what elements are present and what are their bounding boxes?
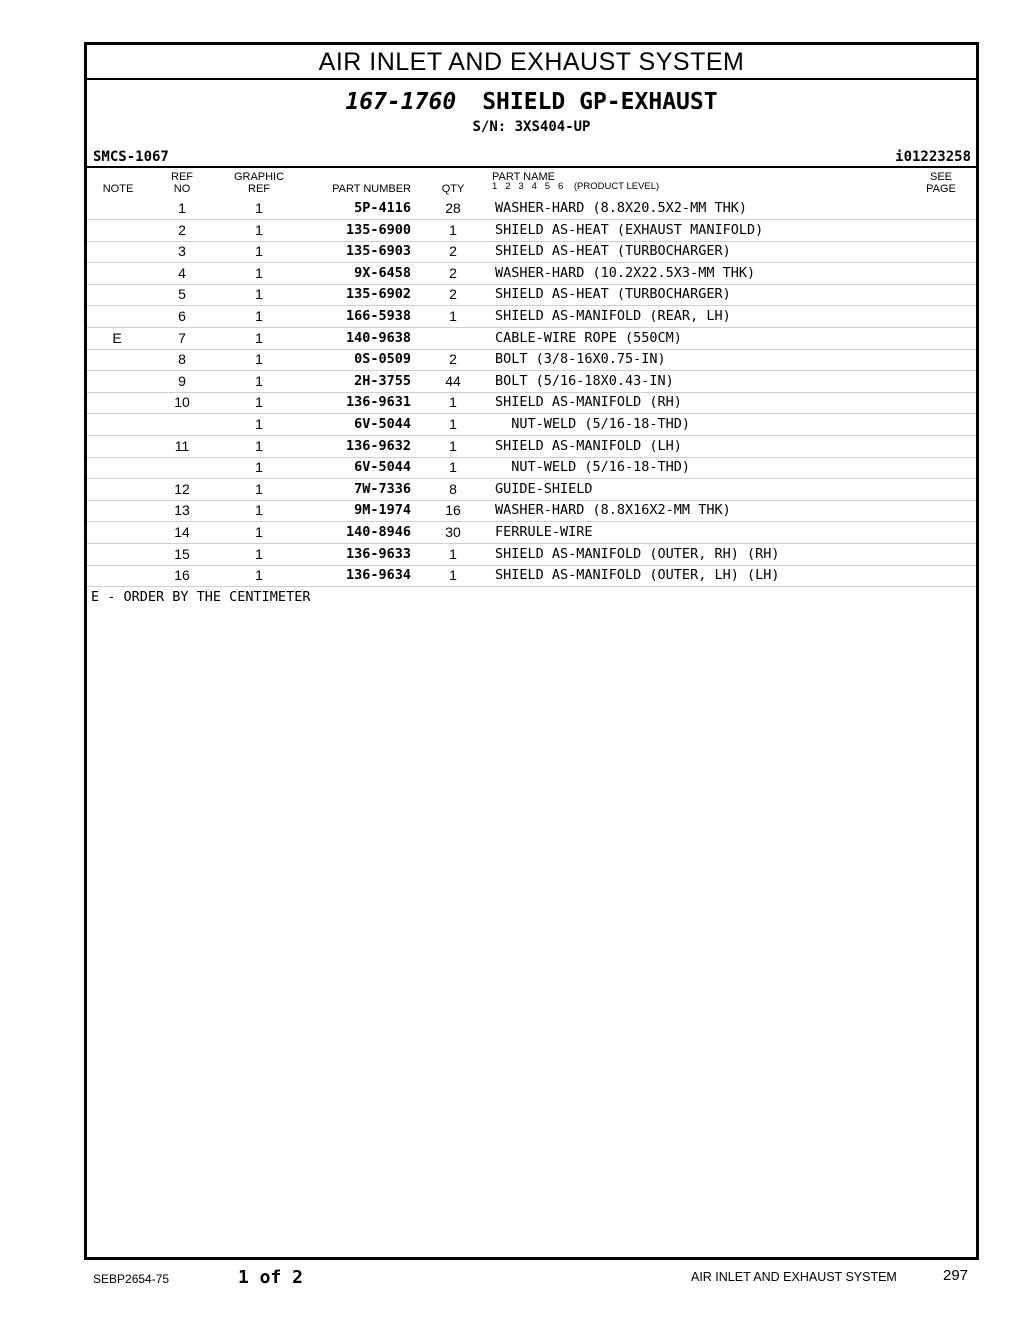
ref-no-cell: 12 [174, 480, 190, 497]
footer-page-of: 1 of 2 [238, 1267, 304, 1288]
graphic-ref-cell: 1 [255, 416, 263, 432]
footer-page-number: 297 [943, 1267, 969, 1284]
part-number-cell: 136-9633 [345, 545, 411, 562]
note-cell: E [112, 329, 122, 346]
footnote: E - ORDER BY THE CENTIMETER [91, 588, 311, 605]
part-name-cell: SHIELD AS-MANIFOLD (LH) [495, 437, 682, 454]
parts-page-frame [84, 42, 979, 1260]
group-heading [87, 89, 976, 119]
col-see-bottom: PAGE [926, 183, 956, 195]
part-name-cell: SHIELD AS-HEAT (TURBOCHARGER) [495, 243, 731, 260]
table-row [87, 457, 976, 479]
part-number-cell: 135-6900 [345, 221, 411, 238]
qty-cell: 1 [449, 545, 457, 562]
table-row [87, 371, 976, 393]
part-name-cell: NUT-WELD (5/16-18-THD) [495, 459, 691, 476]
table-row [87, 328, 976, 350]
qty-cell: 2 [449, 351, 457, 368]
ref-no-cell: 9 [178, 372, 186, 389]
part-name-cell: BOLT (5/16-18X0.43-IN) [495, 372, 674, 389]
graphic-ref-cell: 1 [255, 459, 263, 476]
ref-no-cell: 7 [178, 329, 186, 346]
table-row [87, 522, 976, 544]
part-name-cell: CABLE-WIRE ROPE (550CM) [495, 329, 682, 346]
col-product-level: 1 2 3 4 5 6 (PRODUCT LEVEL) [492, 181, 660, 192]
qty-cell: 1 [449, 221, 457, 238]
table-row [87, 306, 976, 328]
col-see-top: SEE [929, 171, 952, 183]
part-name-cell: FERRULE-WIRE [495, 524, 593, 540]
qty-cell: 8 [449, 480, 457, 497]
graphic-ref-cell: 1 [255, 200, 263, 216]
part-number-cell: 136-9631 [345, 394, 411, 411]
part-name-cell: WASHER-HARD (8.8X20.5X2-MM THK) [495, 200, 747, 216]
col-ref-bottom: NO [173, 183, 191, 195]
part-number-cell: 5P-4116 [354, 200, 411, 216]
col-part-number: PART NUMBER [332, 183, 411, 195]
part-name-cell: BOLT (3/8-16X0.75-IN) [495, 351, 666, 368]
part-number-cell: 166-5938 [345, 308, 411, 324]
serial-number-range: S/N: 3XS404-UP [472, 119, 591, 135]
part-name-cell: NUT-WELD (5/16-18-THD) [495, 416, 691, 432]
graphic-ref-cell: 1 [255, 502, 263, 519]
table-row [87, 220, 976, 242]
header-divider [87, 166, 976, 168]
col-part-name: PART NAME [492, 171, 555, 183]
qty-cell: 30 [445, 524, 461, 540]
part-number-cell: 9X-6458 [354, 264, 411, 281]
table-row [87, 284, 976, 306]
table-row [87, 479, 976, 501]
part-number-cell: 135-6903 [345, 243, 411, 260]
part-name-cell: SHIELD AS-MANIFOLD (OUTER, RH) (RH) [495, 545, 780, 562]
part-name-cell: GUIDE-SHIELD [495, 480, 593, 497]
part-number-cell: 140-8946 [345, 524, 411, 540]
qty-cell: 16 [445, 502, 461, 519]
ref-no-cell: 13 [174, 502, 190, 519]
ref-no-cell: 16 [174, 567, 190, 584]
part-number-cell: 136-9632 [345, 437, 411, 454]
qty-cell: 1 [449, 308, 457, 324]
qty-cell: 1 [449, 459, 457, 476]
table-row [87, 414, 976, 436]
col-qty: QTY [441, 183, 465, 195]
graphic-ref-cell: 1 [255, 437, 263, 454]
qty-cell: 2 [449, 264, 457, 281]
part-number-cell: 2H-3755 [354, 372, 411, 389]
part-name-cell: WASHER-HARD (10.2X22.5X3-MM THK) [495, 264, 756, 281]
part-number-cell: 9M-1974 [354, 502, 411, 519]
qty-cell: 28 [445, 200, 461, 216]
part-name-cell: SHIELD AS-MANIFOLD (RH) [495, 394, 682, 411]
table-row [87, 241, 976, 263]
graphic-ref-cell: 1 [255, 243, 263, 260]
part-number-cell: 6V-5044 [354, 459, 411, 476]
group-number: 167-1760 [345, 89, 457, 115]
group-name: SHIELD GP-EXHAUST [482, 89, 718, 115]
ref-no-cell: 11 [174, 437, 190, 454]
ref-no-cell: 8 [178, 351, 186, 368]
table-row [87, 392, 976, 414]
ref-no-cell: 2 [178, 221, 186, 238]
table-row [87, 198, 976, 220]
graphic-ref-cell: 1 [255, 567, 263, 584]
ref-no-cell: 1 [178, 200, 186, 216]
graphic-ref-cell: 1 [255, 394, 263, 411]
qty-cell: 2 [449, 286, 457, 303]
table-row [87, 349, 976, 371]
qty-cell: 1 [449, 416, 457, 432]
part-name-cell: SHIELD AS-MANIFOLD (REAR, LH) [495, 308, 731, 324]
graphic-ref-cell: 1 [255, 524, 263, 540]
table-row [87, 263, 976, 285]
graphic-ref-cell: 1 [255, 372, 263, 389]
ref-no-cell: 4 [178, 264, 186, 281]
system-title: AIR INLET AND EXHAUST SYSTEM [87, 45, 976, 80]
part-number-cell: 7W-7336 [354, 480, 411, 497]
graphic-ref-cell: 1 [255, 264, 263, 281]
graphic-ref-cell: 1 [255, 308, 263, 324]
table-row [87, 436, 976, 458]
illustration-id: i01223258 [895, 149, 971, 165]
footer-section: AIR INLET AND EXHAUST SYSTEM [691, 1270, 897, 1284]
graphic-ref-cell: 1 [255, 329, 263, 346]
part-name-cell: SHIELD AS-HEAT (TURBOCHARGER) [495, 286, 731, 303]
qty-cell: 1 [449, 567, 457, 584]
graphic-ref-cell: 1 [255, 480, 263, 497]
ref-no-cell: 5 [178, 286, 186, 303]
col-note: NOTE [102, 183, 134, 195]
smcs-code: SMCS-1067 [93, 149, 169, 165]
graphic-ref-cell: 1 [255, 545, 263, 562]
qty-cell: 1 [449, 394, 457, 411]
qty-cell: 44 [445, 372, 461, 389]
ref-no-cell: 15 [174, 545, 190, 562]
part-number-cell: 136-9634 [345, 567, 411, 584]
part-name-cell: SHIELD AS-MANIFOLD (OUTER, LH) (LH) [495, 567, 780, 584]
ref-no-cell: 3 [178, 243, 186, 260]
table-row [87, 544, 976, 566]
part-number-cell: 0S-0509 [354, 351, 411, 368]
graphic-ref-cell: 1 [255, 221, 263, 238]
footer-doc-number: SEBP2654-75 [93, 1272, 170, 1286]
part-number-cell: 135-6902 [345, 286, 411, 303]
ref-no-cell: 10 [174, 394, 190, 411]
graphic-ref-cell: 1 [255, 286, 263, 303]
qty-cell: 2 [449, 243, 457, 260]
col-graphic-bottom: REF [248, 183, 270, 195]
part-number-cell: 140-9638 [345, 329, 411, 346]
qty-cell: 1 [449, 437, 457, 454]
part-name-cell: SHIELD AS-HEAT (EXHAUST MANIFOLD) [495, 221, 764, 238]
col-graphic-top: GRAPHIC [233, 171, 285, 183]
part-name-cell: WASHER-HARD (8.8X16X2-MM THK) [495, 502, 731, 519]
part-number-cell: 6V-5044 [354, 416, 411, 432]
ref-no-cell: 14 [174, 524, 190, 540]
table-row [87, 565, 976, 587]
ref-no-cell: 6 [178, 308, 186, 324]
col-ref-top: REF [171, 171, 193, 183]
graphic-ref-cell: 1 [255, 351, 263, 368]
table-row [87, 500, 976, 522]
